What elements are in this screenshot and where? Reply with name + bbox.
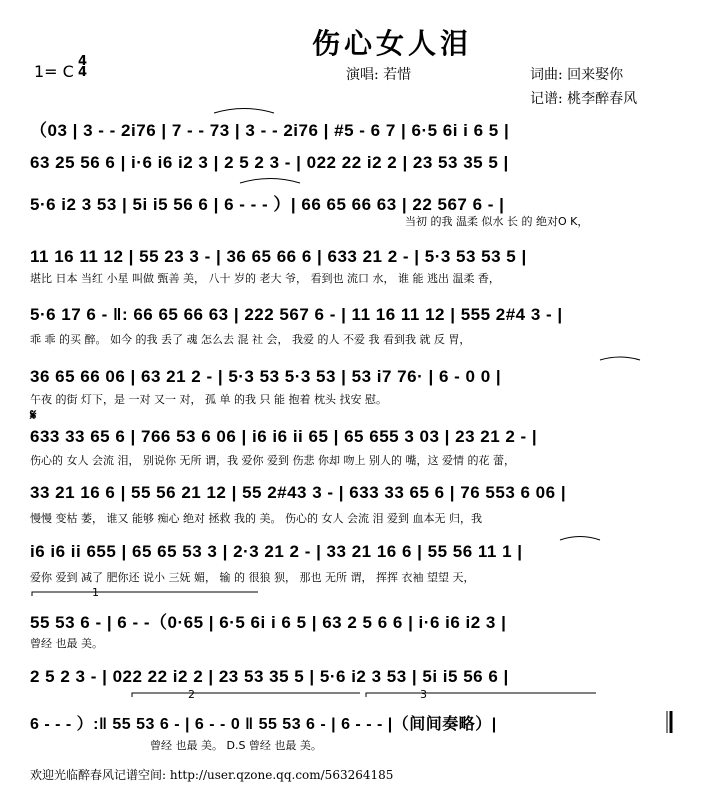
volta-2-bracket — [132, 693, 360, 697]
volta-1-label: 1 — [92, 586, 99, 599]
score-row-8-lyrics: 慢慢 变枯 萎， 谁又 能够 痴心 绝对 拯救 我的 美。 伤心的 女人 会流 泪 爱到 血本无 归，我 — [30, 512, 482, 525]
volta-3-label: 3 — [420, 688, 427, 701]
key-signature: 1= C — [34, 62, 74, 81]
slur — [214, 109, 274, 114]
slur — [240, 179, 300, 184]
score-row-5-lyrics: 乖 乖 的买 醉。 如今 的我 丢了 魂 怎么去 混 社 会， 我爱 的人 不爱 我 看到我 就 反 胃， — [30, 333, 471, 346]
score-row-2-notes: 63 25 56 6 | i·6 i6 i2 3 | 2 5 2 3 - | 022 22 i2 2 | 23 53 35 5 | — [30, 153, 509, 172]
score-row-1-notes: （03 | 3 - - 2i76 | 7 - - 73 | 3 - - 2i76 | #5 - 6 7 | 6·5 6i i 6 5 | — [30, 121, 510, 140]
volta-3-bracket — [366, 693, 596, 697]
score-row-12-lyrics: 曾经 也最 美。 D.S 曾经 也最 美。 — [150, 739, 322, 752]
time-signature — [78, 56, 87, 78]
score-row-3-lyrics: 当初 的我 温柔 似水 长 的 绝对O K， — [405, 215, 589, 228]
singer-credit: 演唱: 若惜 — [346, 67, 412, 83]
score-row-7-notes: 633 33 65 6 | 766 53 6 06 | i6 i6 ii 65 | 65 655 3 03 | 23 21 2 - | — [30, 427, 538, 446]
score-row-6-lyrics: 午夜 的街 灯下，是 一对 又一 对， 孤 单 的我 只 能 抱着 枕头 找安 慰。 — [30, 393, 387, 406]
score-row-7-lyrics: 伤心的 女人 会流 泪， 别说你 无所 谓，我 爱你 爱到 伤悲 你却 吻上 别人的 嘴，这 爱情 的花 蕾， — [30, 454, 515, 467]
score-row-10-lyrics: 曾经 也最 美。 — [30, 637, 103, 650]
footer-credit: 欢迎光临醉春风记谱空间: http://user.qzone.qq.com/563264185 — [30, 768, 394, 782]
page-title: 伤心女人泪 — [312, 27, 473, 60]
segno-sign: 𝄋 — [30, 406, 37, 424]
time-signature-top: 4 — [78, 54, 88, 69]
composer-credit: 词曲: 回来娶你 — [530, 67, 624, 83]
score-row-9-notes: i6 i6 ii 655 | 65 65 53 3 | 2·3 21 2 - | 33 21 16 6 | 55 56 11 1 | — [30, 542, 523, 561]
time-signature-bottom: 4 — [78, 65, 88, 80]
score-row-11-notes: 2 5 2 3 - | 022 22 i2 2 | 23 53 35 5 | 5·6 i2 3 53 | 5i i5 56 6 | — [30, 667, 509, 686]
slur — [600, 357, 640, 360]
score-row-3-notes: 5·6 i2 3 53 | 5i i5 56 6 | 6 - - - ）| 66 65 66 63 | 22 567 6 - | — [30, 195, 505, 214]
score-row-8-notes: 33 21 16 6 | 55 56 21 12 | 55 2#43 3 - | 633 33 65 6 | 76 553 6 06 | — [30, 483, 567, 502]
score-row-4-lyrics: 堪比 日本 当红 小星 叫做 甄善 美， 八十 岁的 老大 爷， 看到也 流口 水， 谁 能 逃出 温柔 香， — [30, 272, 500, 285]
volta-1-bracket — [32, 592, 258, 596]
transcriber-credit: 记谱: 桃李醉春风 — [530, 91, 638, 107]
slur — [560, 537, 600, 541]
volta-2-label: 2 — [188, 688, 195, 701]
score-row-9-lyrics: 爱你 爱到 减了 肥你还 说小 三妩 媚， 输 的 很狼 狈， 那也 无所 谓， 挥挥 衣袖 望望 天， — [30, 571, 475, 584]
score-row-6-notes: 36 65 66 06 | 63 21 2 - | 5·3 53 5·3 53 | 53 i7 76· | 6 - 0 0 | — [30, 367, 502, 386]
score-row-4-notes: 11 16 11 12 | 55 23 3 - | 36 65 66 6 | 633 21 2 - | 5·3 53 53 5 | — [30, 247, 527, 266]
score-row-12-notes: 6 - - - ）:‖ 55 53 6 - | 6 - - 0 ‖ 55 53 6 - | 6 - - - |（间间奏略）| — [30, 716, 497, 733]
score-row-10-notes: 55 53 6 - | 6 - -（0·65 | 6·5 6i i 6 5 | 63 2 5 6 6 | i·6 i6 i2 3 | — [30, 613, 507, 632]
score-row-5-notes: 5·6 17 6 - ‖: 66 65 66 63 | 222 567 6 - | 11 16 11 12 | 555 2#4 3 - | — [30, 305, 563, 324]
